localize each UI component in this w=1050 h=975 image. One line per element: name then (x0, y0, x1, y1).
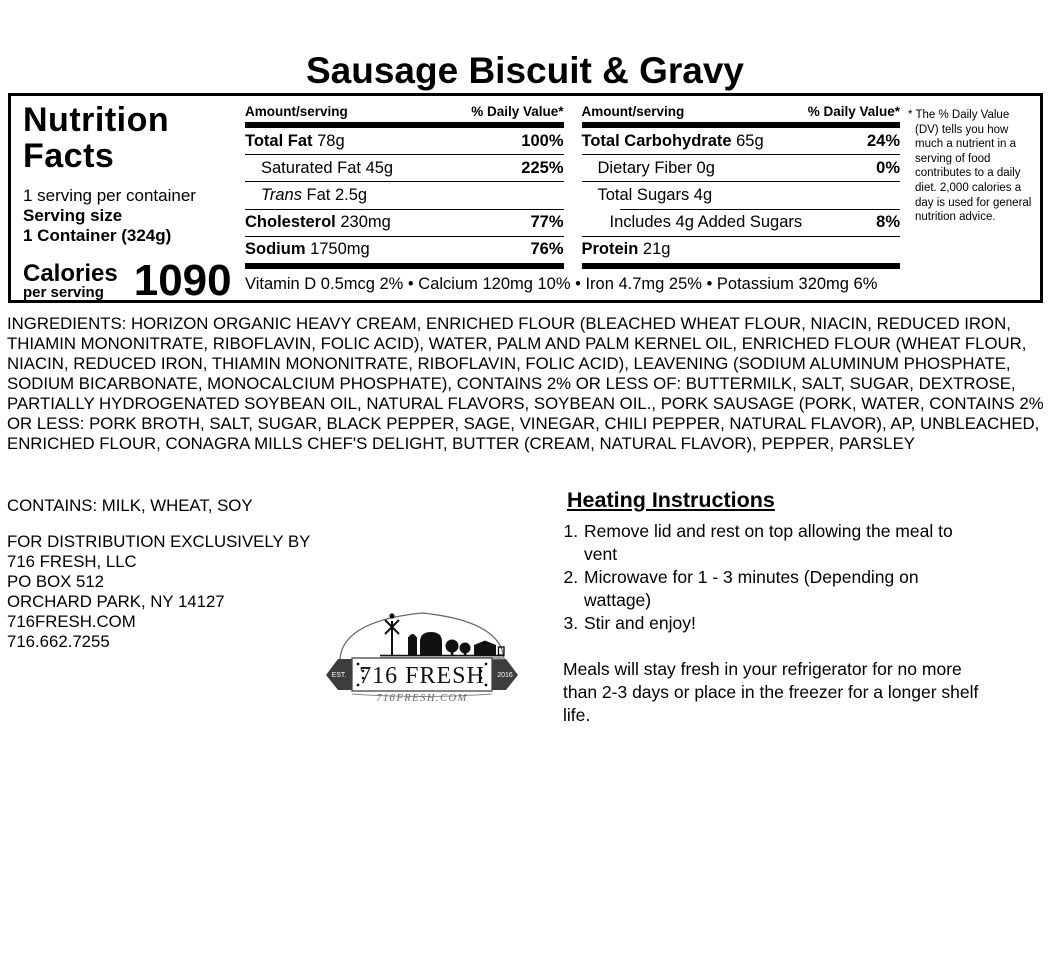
716-fresh-logo (322, 597, 522, 702)
distribution-info (7, 532, 310, 652)
heating-steps-list (545, 520, 981, 635)
heating-step: 2. Microwave for 1 - 3 minutes (Depending on wattage) (583, 566, 981, 612)
nutrient-row: Dietary Fiber 0g 0% (597, 158, 900, 177)
nutrition-facts-panel (8, 93, 1043, 303)
calories-row (23, 256, 235, 305)
nutrient-row: Total Sugars 4g (597, 186, 713, 204)
calories-sublabel: per serving (23, 283, 104, 301)
calories-label: Calories (23, 259, 118, 287)
distribution-line: ORCHARD PARK, NY 14127 (7, 592, 225, 611)
nutrient-row: Includes 4g Added Sugars 8% (609, 213, 900, 232)
nutrient-column-2 (582, 102, 901, 269)
nutrient-row: Saturated Fat 45g 225% (261, 158, 564, 177)
serving-size-label: Serving size (23, 206, 123, 225)
farm-icon (380, 613, 504, 659)
nutrition-facts-columns (245, 100, 900, 296)
nutrition-facts-heading-line2: Facts (23, 137, 115, 175)
distribution-website: 716FRESH.COM (7, 612, 136, 631)
servings-per-container: 1 serving per container (23, 186, 196, 205)
logo-website: 716FRESH.COM (376, 693, 468, 702)
logo-wordmark: 716 FRESH (359, 663, 485, 689)
heating-step: 3. Stir and enjoy! (583, 612, 981, 635)
daily-value-footnote: * The % Daily Value (DV) tells you how much a nutrient in a serving of food contributes to a daily diet. 2,000 calories a day is used for general nutrition advice. (908, 109, 1032, 224)
storage-note: Meals will stay fresh in your refrigerator for no more than 2-3 days or place in the freezer for a longer shelf life. (563, 659, 979, 725)
nutrient-row: Sodium 1750mg 76% (245, 240, 564, 259)
nutrition-facts-left-column (17, 100, 245, 305)
heating-step: 1. Remove lid and rest on top allowing the meal to vent (583, 520, 981, 566)
nutrient-column-1 (245, 102, 564, 269)
calories-value: 1090 (133, 256, 232, 305)
nutrient-row: Protein 21g (581, 240, 671, 259)
daily-value-header: % Daily Value* (471, 104, 564, 119)
serving-size-value: 1 Container (324g) (23, 226, 172, 245)
nutrient-row: Trans Fat 2.5g (261, 186, 368, 204)
distribution-line: FOR DISTRIBUTION EXCLUSIVELY BY (7, 532, 311, 551)
amount-serving-header: Amount/serving (581, 104, 685, 119)
distribution-line: PO BOX 512 (7, 572, 105, 591)
ingredients-paragraph: INGREDIENTS: HORIZON ORGANIC HEAVY CREAM, ENRICHED FLOUR (BLEACHED WHEAT FLOUR, NIACIN, REDUCED IRON, THIAMIN MONONITRATE, RIBOFLAVIN, FOLIC ACID), WATER, PALM AND PALM KERNEL OIL, ENRICHED FLOUR (WHEAT FLOUR, NIACIN, REDUCED IRON, THIAMIN MONONITRATE, RIBOFLAVIN, FOLIC ACID), LEAVENING (SODIUM ALUMINUM PHOSPHATE, SODIUM BICARBONATE, MONOCALCIUM PHOSPHATE), CONTAINS 2% OR LESS OF: BUTTERMILK, SALT, SUGAR, DEXTROSE, PARTIALLY HYDROGENATED SOYBEAN OIL, NATURAL FLAVORS, SOYBEAN OIL., PORK SAUSAGE (PORK, WATER, CONTAINS 2% OR LESS: PORK BROTH, SALT, SUGAR, BLACK PEPPER, SAGE, VINEGAR, CHILI PEPPER, NATURAL FLAVOR), AP, UNBLEACHED, ENRICHED FLOUR, CONAGRA MILLS CHEF'S DELIGHT, BUTTER (CREAM, NATURAL FLAVOR), PEPPER, PARSLEY (7, 314, 1044, 453)
distribution-line: 716 FRESH, LLC (7, 552, 137, 571)
distribution-phone: 716.662.7255 (7, 632, 110, 651)
nutrient-row: Total Fat 78g 100% (245, 131, 564, 150)
page-title: Sausage Biscuit & Gravy (305, 50, 745, 91)
logo-banner (352, 658, 492, 691)
svg-text:EST.: EST. (331, 672, 347, 679)
allergen-statement: CONTAINS: MILK, WHEAT, SOY (7, 496, 253, 515)
amount-serving-header: Amount/serving (245, 104, 348, 119)
daily-value-header: % Daily Value* (807, 104, 900, 119)
micronutrients-line: Vitamin D 0.5mcg 2% • Calcium 120mg 10% • Iron 4.7mg 25% • Potassium 320mg 6% (245, 275, 878, 293)
svg-text:2016: 2016 (497, 672, 513, 679)
nutrition-facts-heading-line1: Nutrition (23, 101, 170, 139)
nutrient-row: Total Carbohydrate 65g 24% (581, 131, 900, 150)
heating-instructions-title: Heating Instructions (567, 488, 775, 512)
heating-instructions-section (545, 488, 981, 727)
nutrient-row: Cholesterol 230mg 77% (245, 213, 564, 232)
